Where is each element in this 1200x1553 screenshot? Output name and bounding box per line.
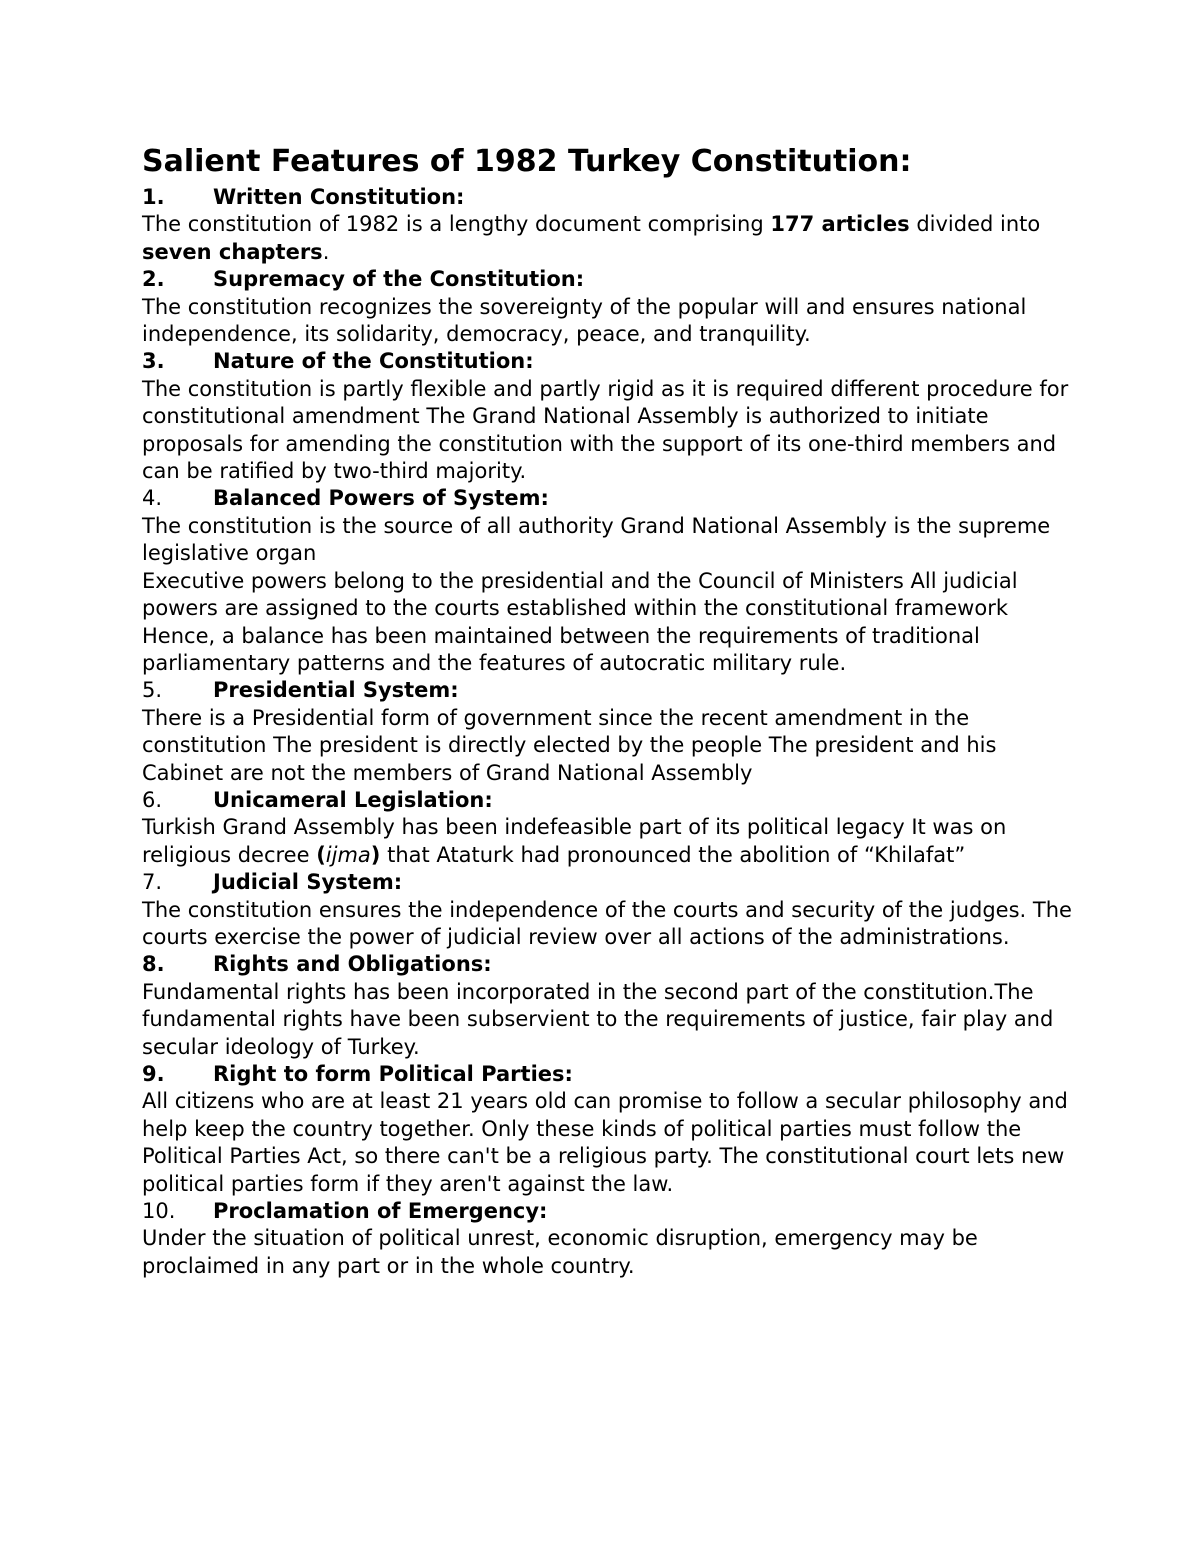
- text-run: The constitution is the source of all authority Grand National Assembly is the supreme legislative organ: [142, 513, 1051, 566]
- text-run: The constitution ensures the independence of the courts and security of the judges. The courts exercise the power of judicial review over all actions of the administrations.: [142, 897, 1072, 949]
- section-paragraph: [142, 897, 1082, 952]
- text-run: All citizens who are at least 21 years old can promise to follow a secular philosophy and help keep the country together. Only these kinds of political parties must follow the Political Parties Act, so there can't be a religious party. The constitutional court lets new political parties form if they aren't against the law.: [142, 1089, 1068, 1196]
- section-10: [142, 1198, 1082, 1280]
- section-heading: [142, 787, 1082, 814]
- section-8: [142, 951, 1082, 1061]
- section-body: [142, 705, 1082, 787]
- section-paragraph: [142, 814, 1082, 869]
- section-number: 1.: [142, 185, 165, 209]
- section-heading-text: Proclamation of Emergency:: [213, 1199, 548, 1224]
- section-7: [142, 869, 1082, 951]
- bold-text: seven chapters: [142, 239, 323, 264]
- section-number: 3.: [142, 349, 165, 374]
- section-heading: [142, 266, 1082, 293]
- section-paragraph: [142, 211, 1082, 266]
- italic-text: ijma: [325, 842, 371, 867]
- section-body: [142, 897, 1082, 952]
- section-paragraph: [142, 1225, 1082, 1280]
- section-paragraph: [142, 568, 1082, 678]
- section-heading-text: Presidential System:: [213, 678, 459, 703]
- section-body: [142, 211, 1082, 266]
- section-heading-text: Written Constitution:: [213, 185, 465, 209]
- section-number: 8.: [142, 952, 165, 977]
- text-run: The constitution is partly flexible and partly rigid as it is required different procedure for constitutional amendment The Grand National Assembly is authorized to initiate proposals for amending the constitution with the support of its one-third members and can be ratified by two-third majority.: [142, 376, 1069, 484]
- section-number: 5.: [142, 678, 163, 703]
- section-body: [142, 1088, 1082, 1198]
- section-heading: [142, 1198, 1082, 1225]
- text-run: There is a Presidential form of government since the recent amendment in the constitution The president is directly elected by the people The president and his Cabinet are not the members of Grand National Assembly: [142, 705, 997, 785]
- section-number: 9.: [142, 1062, 165, 1086]
- section-paragraph: [142, 294, 1082, 349]
- section-paragraph: [142, 979, 1082, 1061]
- section-2: [142, 266, 1082, 348]
- section-number: 4.: [142, 486, 163, 511]
- section-heading-text: Supremacy of the Constitution:: [213, 267, 585, 292]
- sections-list: [142, 184, 1082, 1280]
- text-run: Turkish Grand Assembly has been indefeasible part of its political legacy It was on religious decree: [142, 815, 1007, 867]
- section-heading: [142, 348, 1082, 375]
- text-run: divided into: [909, 212, 1041, 237]
- text-run: Fundamental rights has been incorporated in the second part of the constitution.The fundamental rights have been subservient to the requirements of justice, fair play and secular ideology of Turkey.: [142, 979, 1054, 1059]
- section-1: [142, 184, 1082, 266]
- section-3: [142, 348, 1082, 485]
- section-heading: [142, 485, 1082, 512]
- document-title: Salient Features of 1982 Turkey Constitution:: [142, 144, 912, 179]
- bold-text: (: [316, 842, 326, 867]
- section-heading: [142, 951, 1082, 978]
- section-9: [142, 1061, 1082, 1198]
- bold-text: 177 articles: [770, 212, 910, 237]
- section-heading-text: Judicial System:: [213, 870, 403, 895]
- section-paragraph: [142, 513, 1082, 568]
- text-run: Executive powers belong to the presidential and the Council of Ministers All judicial powers are assigned to the courts established within the constitutional framework Hence, a balance has been maintained between the requirements of traditional parliamentary patterns and the features of autocratic military rule.: [142, 568, 1018, 675]
- section-heading: [142, 677, 1082, 704]
- section-4: [142, 485, 1082, 677]
- section-body: [142, 376, 1082, 486]
- section-paragraph: [142, 376, 1082, 486]
- section-number: 7.: [142, 870, 163, 895]
- section-number: 2.: [142, 267, 165, 292]
- text-run: The constitution recognizes the sovereignty of the popular will and ensures national independence, its solidarity, democracy, peace, and tranquility.: [142, 294, 1027, 347]
- section-paragraph: [142, 1088, 1082, 1198]
- section-5: [142, 677, 1082, 787]
- document-page: [142, 140, 1082, 1280]
- section-body: [142, 979, 1082, 1061]
- section-body: [142, 1225, 1082, 1280]
- section-heading-text: Rights and Obligations:: [213, 952, 492, 977]
- text-run: that Ataturk had pronounced the abolition of “Khilafat”: [380, 842, 966, 867]
- section-body: [142, 294, 1082, 349]
- section-heading: [142, 869, 1082, 896]
- section-heading-text: Balanced Powers of System:: [213, 486, 549, 511]
- section-heading-text: Right to form Political Parties:: [213, 1062, 573, 1086]
- section-heading-text: Nature of the Constitution:: [213, 349, 534, 374]
- section-heading: [142, 1061, 1082, 1088]
- section-paragraph: [142, 705, 1082, 787]
- text-run: The constitution of 1982 is a lengthy document comprising: [142, 212, 771, 237]
- section-heading: [142, 184, 1082, 211]
- section-number: 10.: [142, 1199, 176, 1224]
- section-6: [142, 787, 1082, 869]
- section-body: [142, 513, 1082, 677]
- section-heading-text: Unicameral Legislation:: [213, 787, 493, 812]
- text-run: Under the situation of political unrest, economic disruption, emergency may be proclaimed in any part or in the whole country.: [142, 1226, 978, 1278]
- text-run: .: [322, 239, 330, 264]
- section-body: [142, 814, 1082, 869]
- bold-text: ): [370, 842, 381, 867]
- section-number: 6.: [142, 787, 163, 812]
